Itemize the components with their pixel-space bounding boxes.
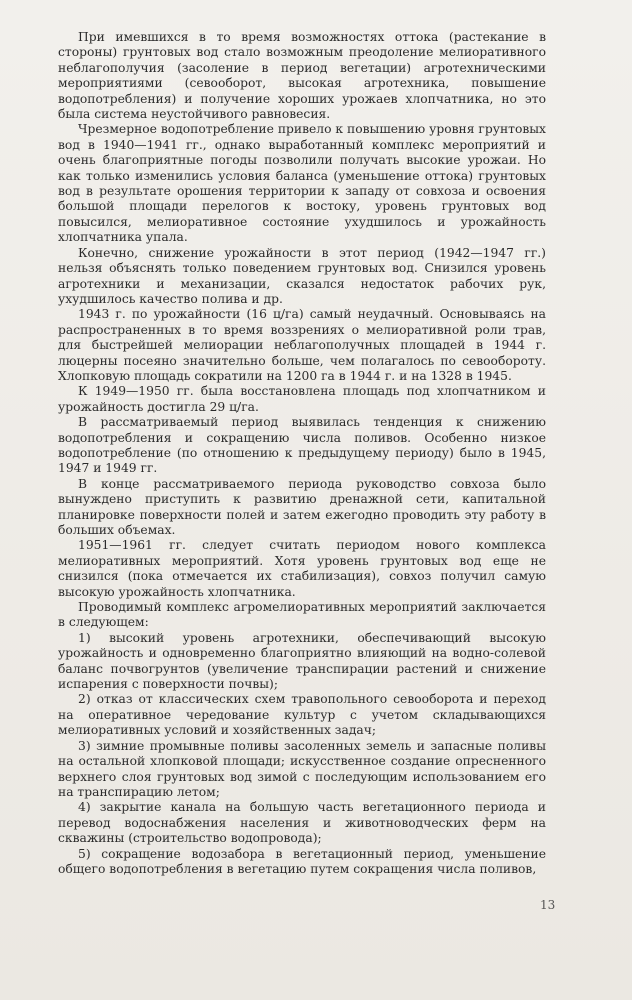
paragraph: 1951—1961 гг. следует считать периодом нового комплекса мелиоративных мероприятий. Хотя уровень грунтовых вод еще не снизился (пока отмечается их стабилизация), совхоз получил самую высокую урожайность хлопчатника. [58, 538, 546, 599]
paragraph: К 1949—1950 гг. была восстановлена площадь под хлопчатником и урожайность достигла 29 ц/га. [58, 384, 546, 414]
body-text [58, 30, 546, 877]
page-number: 13 [540, 898, 556, 912]
paragraph: 1943 г. по урожайности (16 ц/га) самый неудачный. Основываясь на распространенных в то время воззрениях о мелиоративной роли трав, для быстрейшей мелиорации неблагополучных площадей в 1944 г. люцерны посеяно значительно больше, чем полагалось по севообороту. Хлопковую площадь сократили на 1200 га в 1944 г. и на 1328 в 1945. [58, 307, 546, 383]
paragraph: Чрезмерное водопотребление привело к повышению уровня грунтовых вод в 1940—1941 гг., однако выработанный комплекс мероприятий и очень благоприятные погоды позволили получать высокие урожаи. Но как только изменились условия баланса (уменьшение оттока) грунтовых вод в результате орошения территории к западу от совхоза и освоения большой площади перелогов к востоку, уровень грунтовых вод повысился, мелиоративное состояние ухудшилось и урожайность хлопчатника упала. [58, 122, 546, 245]
list-item: 3) зимние промывные поливы засоленных земель и запасные поливы на остальной хлопковой площади; искусственное создание опресненного верхнего слоя грунтовых вод зимой с последующим использованием его на транспирацию летом; [58, 738, 546, 799]
list-item: 2) отказ от классических схем травопольного севооборота и переход на оперативное чередование культур с учетом складывающихся мелиоративных условий и хозяйственных задач; [58, 692, 546, 738]
paragraph: Конечно, снижение урожайности в этот период (1942—1947 гг.) нельзя объяснять только поведением грунтовых вод. Снизился уровень агротехники и механизации, сказался недостаток рабочих рук, ухудшилось качество полива и др. [58, 245, 546, 306]
paragraph: В рассматриваемый период выявилась тенденция к снижению водопотребления и сокращению числа поливов. Особенно низкое водопотребление (по отношению к предыдущему периоду) было в 1945, 1947 и 1949 гг. [58, 415, 546, 476]
paragraph: При имевшихся в то время возможностях оттока (растекание в стороны) грунтовых вод стало возможным преодоление мелиоративного неблагополучия (засоление в период вегетации) агротехническими мероприятиями (севооборот, высокая агротехника, повышение водопотребления) и получение хороших урожаев хлопчатника, но это была система неустойчивого равновесия. [58, 30, 546, 122]
list-item: 5) сокращение водозабора в вегетационный период, уменьшение общего водопотребления в вегетацию путем сокращения числа поливов, [58, 846, 546, 876]
paragraph: Проводимый комплекс агромелиоративных мероприятий заключается в следующем: [58, 600, 546, 630]
list-item: 1) высокий уровень агротехники, обеспечивающий высокую урожайность и одновременно благоприятно влияющий на водно-солевой баланс почвогрунтов (увеличение транспирации растений и снижение испарения с поверхности почвы); [58, 630, 546, 692]
paragraph: В конце рассматриваемого периода руководство совхоза было вынуждено приступить к развитию дренажной сети, капитальной планировке поверхности полей и затем ежегодно проводить эту работу в больших объемах. [58, 476, 546, 537]
list-item: 4) закрытие канала на большую часть вегетационного периода и перевод водоснабжения населения и животноводческих ферм на скважины (строительство водопровода); [58, 800, 546, 846]
